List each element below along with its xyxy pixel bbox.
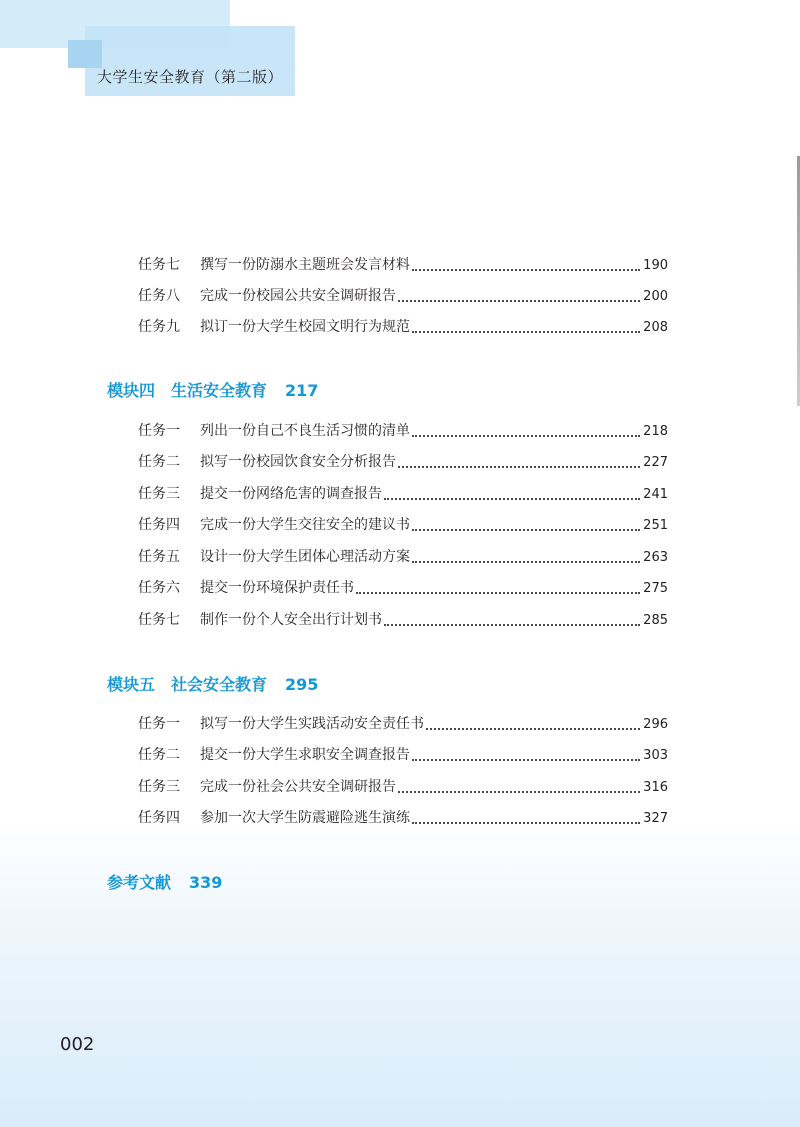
module-label: 模块五 (107, 675, 156, 694)
toc-page-number: 208 (643, 320, 668, 335)
toc-dot-leader (412, 816, 640, 824)
toc-task-title: 设计一份大学生团体心理活动方案 (200, 549, 410, 565)
toc-page-number: 241 (643, 487, 668, 502)
toc-task-number: 任务一 (138, 423, 180, 439)
toc-task-title: 完成一份校园公共安全调研报告 (200, 288, 396, 304)
toc-task-title: 制作一份个人安全出行计划书 (200, 612, 382, 628)
toc-dot-leader (426, 722, 640, 730)
toc-task-title: 参加一次大学生防震避险逃生演练 (200, 810, 410, 826)
toc-dot-leader (412, 325, 640, 333)
toc-task-title: 提交一份环境保护责任书 (200, 580, 354, 596)
toc-task-title: 拟写一份大学生实践活动安全责任书 (200, 716, 424, 732)
toc-task-number: 任务四 (138, 810, 180, 826)
toc-entry[interactable] (138, 420, 668, 442)
toc-entry[interactable] (138, 807, 668, 829)
toc-task-number: 任务一 (138, 716, 180, 732)
toc-dot-leader (398, 785, 640, 793)
toc-task-title: 完成一份大学生交往安全的建议书 (200, 517, 410, 533)
toc-task-number: 任务五 (138, 549, 180, 565)
toc-entry[interactable] (138, 316, 668, 338)
toc-page-number: 200 (643, 289, 668, 304)
toc-page-number: 190 (643, 258, 668, 273)
toc-entry[interactable] (138, 254, 668, 276)
toc-entry[interactable] (138, 514, 668, 536)
toc-entry[interactable] (138, 744, 668, 766)
toc-dot-leader (412, 753, 640, 761)
toc-entry[interactable] (138, 483, 668, 505)
toc-task-title: 列出一份自己不良生活习惯的清单 (200, 423, 410, 439)
references-label: 参考文献 (107, 873, 172, 892)
toc-task-title: 提交一份网络危害的调查报告 (200, 486, 382, 502)
module-page-number: 217 (285, 381, 319, 400)
toc-page-number: 296 (643, 717, 668, 732)
module-name: 生活安全教育 (171, 381, 268, 400)
header-decoration-block (68, 40, 102, 68)
page-number: 002 (60, 1034, 95, 1055)
toc-dot-leader (356, 586, 640, 594)
toc-entry[interactable] (138, 713, 668, 735)
toc-task-title: 完成一份社会公共安全调研报告 (200, 779, 396, 795)
toc-task-title: 提交一份大学生求职安全调查报告 (200, 747, 410, 763)
module-name: 社会安全教育 (171, 675, 268, 694)
toc-task-number: 任务六 (138, 580, 180, 596)
toc-dot-leader (398, 294, 640, 302)
toc-task-number: 任务二 (138, 454, 180, 470)
running-header-title: 大学生安全教育（第二版） (97, 68, 284, 86)
toc-page-number: 218 (643, 424, 668, 439)
toc-page-number: 285 (643, 613, 668, 628)
toc-entry[interactable] (138, 776, 668, 798)
toc-dot-leader (412, 555, 640, 563)
toc-dot-leader (384, 618, 640, 626)
toc-page-number: 263 (643, 550, 668, 565)
toc-page-number: 316 (643, 780, 668, 795)
toc-page-number: 275 (643, 581, 668, 596)
toc-task-number: 任务九 (138, 319, 180, 335)
toc-page-number: 251 (643, 518, 668, 533)
toc-dot-leader (384, 492, 640, 500)
module-page-number: 295 (285, 675, 319, 694)
toc-page-number: 327 (643, 811, 668, 826)
toc-entry[interactable] (138, 609, 668, 631)
toc-entry[interactable] (138, 577, 668, 599)
toc-task-number: 任务三 (138, 486, 180, 502)
toc-task-number: 任务七 (138, 612, 180, 628)
toc-task-title: 撰写一份防溺水主题班会发言材料 (200, 257, 410, 273)
module-label: 模块四 (107, 381, 156, 400)
toc-dot-leader (412, 523, 640, 531)
toc-task-number: 任务八 (138, 288, 180, 304)
toc-task-number: 任务三 (138, 779, 180, 795)
toc-task-number: 任务四 (138, 517, 180, 533)
toc-dot-leader (412, 429, 640, 437)
references-page-number: 339 (189, 873, 223, 892)
toc-page-number: 303 (643, 748, 668, 763)
toc-entry[interactable] (138, 451, 668, 473)
toc-dot-leader (398, 460, 640, 468)
toc-task-number: 任务二 (138, 747, 180, 763)
module-heading-4[interactable] (107, 378, 318, 404)
references-heading[interactable] (107, 870, 222, 896)
toc-dot-leader (412, 263, 640, 271)
toc-entry[interactable] (138, 285, 668, 307)
toc-task-title: 拟订一份大学生校园文明行为规范 (200, 319, 410, 335)
toc-task-number: 任务七 (138, 257, 180, 273)
toc-task-title: 拟写一份校园饮食安全分析报告 (200, 454, 396, 470)
toc-page-number: 227 (643, 455, 668, 470)
toc-entry[interactable] (138, 546, 668, 568)
module-heading-5[interactable] (107, 672, 318, 698)
